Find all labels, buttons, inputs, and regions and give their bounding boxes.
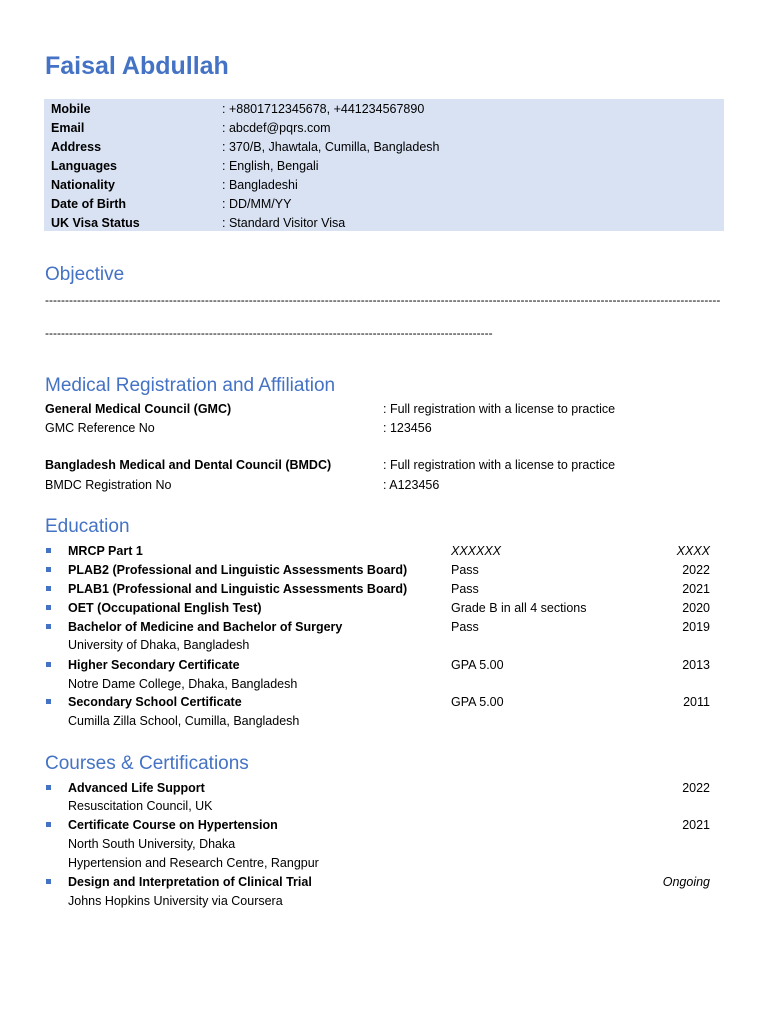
bullet-icon [46,822,51,827]
education-institution: University of Dhaka, Bangladesh [68,638,250,652]
education-status: Grade B in all 4 sections [451,601,587,615]
contact-row-nationality [51,176,724,195]
registration-row [45,456,725,475]
course-provider: Johns Hopkins University via Coursera [68,894,283,908]
education-year: 2013 [682,658,710,672]
registration-label: GMC Reference No [45,421,155,435]
education-item [45,580,725,599]
course-item [45,779,725,798]
bullet-icon [46,586,51,591]
course-title: Advanced Life Support [68,781,205,795]
course-title: Certificate Course on Hypertension [68,818,278,832]
education-year: 2011 [683,695,710,709]
registration-label: BMDC Registration No [45,478,172,492]
course-year: 2022 [682,781,710,795]
contact-row-email [51,119,724,138]
objective-placeholder-line: ---------------------------------------------------------------------------------------------------------------- [45,326,493,340]
education-title: MRCP Part 1 [68,544,143,558]
contact-value: : 370/B, Jhawtala, Cumilla, Bangladesh [222,140,440,154]
education-item [45,656,725,675]
education-status: Pass [451,620,479,634]
contact-label: Date of Birth [51,197,126,211]
registration-value: : Full registration with a license to practice [383,458,616,472]
education-title: Higher Secondary Certificate [68,658,240,672]
candidate-name: Faisal Abdullah [45,52,229,80]
education-status: Pass [451,582,479,596]
education-institution-row [45,712,725,731]
contact-value: : Bangladeshi [222,178,298,192]
bullet-icon [46,567,51,572]
education-item [45,542,725,561]
registration-value: : 123456 [383,421,432,435]
education-year: 2019 [682,620,710,634]
course-provider-row [45,797,725,816]
bullet-icon [46,662,51,667]
contact-row-languages [51,157,724,176]
course-year: 2021 [682,818,710,832]
education-year: 2022 [682,563,710,577]
education-year: XXXX [676,544,710,558]
education-item [45,693,725,712]
registration-label: General Medical Council (GMC) [45,402,232,416]
course-title: Design and Interpretation of Clinical Trial [68,875,312,889]
education-title: Secondary School Certificate [68,695,242,709]
education-institution-row [45,636,725,655]
registration-label: Bangladesh Medical and Dental Council (BMDC) [45,458,332,472]
contact-row-address [51,138,724,157]
course-provider: Hypertension and Research Centre, Rangpur [68,856,319,870]
registration-row [45,476,725,495]
contact-value: : Standard Visitor Visa [222,216,346,230]
education-institution: Notre Dame College, Dhaka, Bangladesh [68,677,298,691]
course-year: Ongoing [662,875,710,889]
education-title: PLAB1 (Professional and Linguistic Assessments Board) [68,582,408,596]
education-institution: Cumilla Zilla School, Cumilla, Bangladesh [68,714,300,728]
bullet-icon [46,605,51,610]
registration-value: : Full registration with a license to practice [383,402,616,416]
contact-value: : DD/MM/YY [222,197,292,211]
contact-row-dob [51,195,724,214]
registration-row [45,419,725,438]
contact-label: Email [51,121,85,135]
course-item [45,873,725,892]
education-item [45,599,725,618]
education-status: Pass [451,563,479,577]
course-provider: North South University, Dhaka [68,837,236,851]
registration-row [45,400,725,419]
contact-value: : English, Bengali [222,159,319,173]
contact-label: UK Visa Status [51,216,140,230]
bullet-icon [46,879,51,884]
education-title: OET (Occupational English Test) [68,601,262,615]
contact-value: : +8801712345678, +441234567890 [222,102,425,116]
objective-heading: Objective [45,264,125,285]
course-item [45,816,725,835]
contact-label: Languages [51,159,117,173]
course-provider-row [45,892,725,911]
contact-details [44,99,724,231]
objective-placeholder-line: ------------------------------------------------------------------------------------------------------------------------------------------------------------------------- [45,293,720,307]
registration-value: : A123456 [383,478,440,492]
education-status: GPA 5.00 [451,658,504,672]
contact-value: : abcdef@pqrs.com [222,121,331,135]
education-title: PLAB2 (Professional and Linguistic Assessments Board) [68,563,408,577]
contact-label: Address [51,140,102,154]
bullet-icon [46,624,51,629]
education-heading: Education [45,516,130,537]
contact-row-visa [51,214,724,233]
course-provider-row [45,835,725,854]
education-item [45,618,725,637]
education-title: Bachelor of Medicine and Bachelor of Surgery [68,620,343,634]
course-provider: Resuscitation Council, UK [68,799,213,813]
contact-label: Mobile [51,102,91,116]
education-item [45,561,725,580]
course-provider-row [45,854,725,873]
education-year: 2021 [682,582,710,596]
education-year: 2020 [682,601,710,615]
bullet-icon [46,785,51,790]
courses-heading: Courses & Certifications [45,753,249,774]
education-status: GPA 5.00 [451,695,504,709]
bullet-icon [46,548,51,553]
education-status: XXXXXX [451,544,502,558]
bullet-icon [46,699,51,704]
registration-heading: Medical Registration and Affiliation [45,375,336,396]
education-institution-row [45,675,725,694]
contact-row-mobile [51,100,724,119]
contact-label: Nationality [51,178,115,192]
